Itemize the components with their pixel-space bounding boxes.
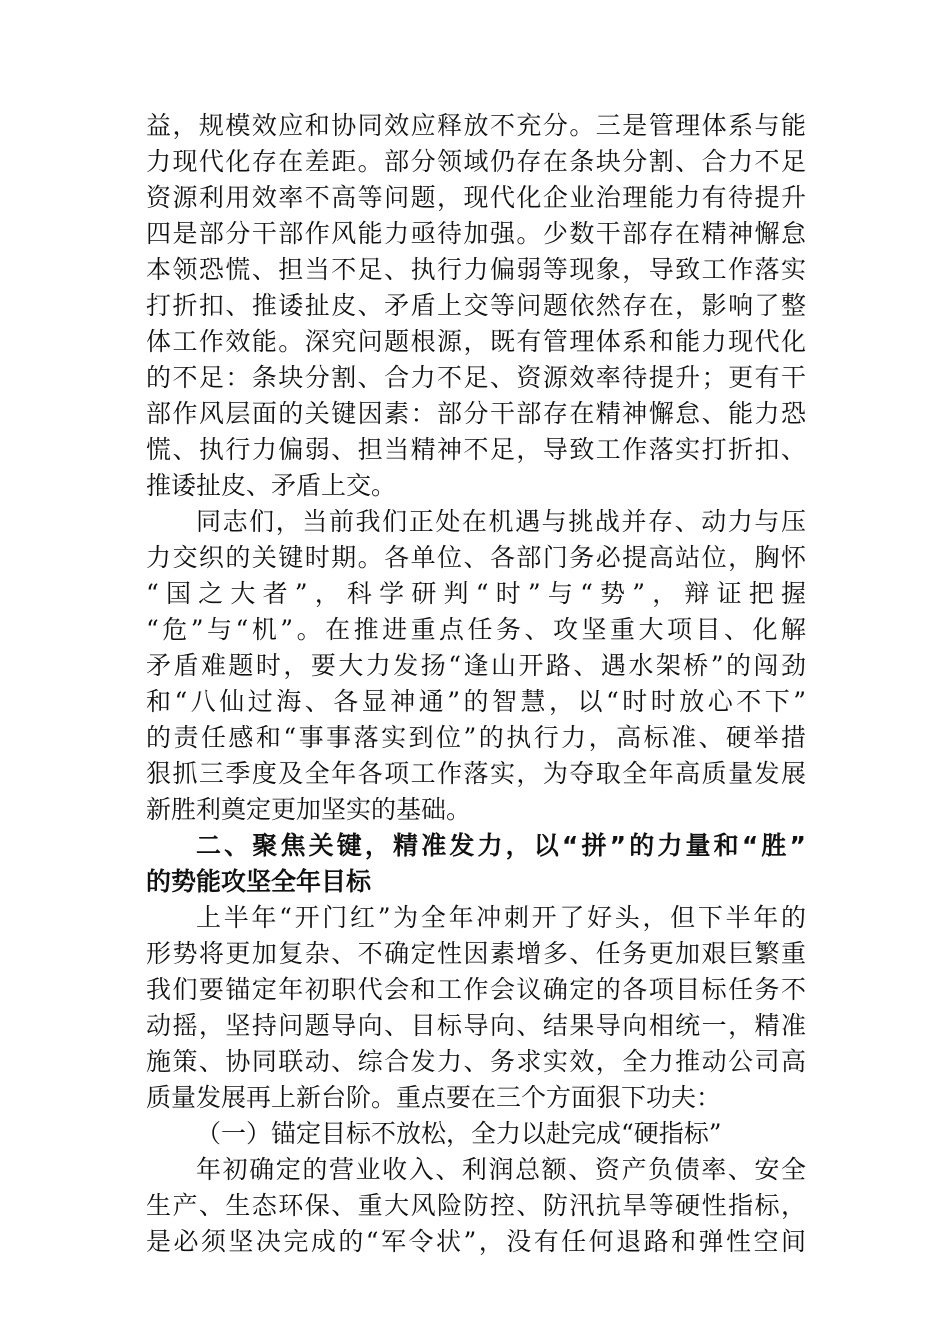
body-text-line: 我们要锚定年初职代会和工作会议确定的各项目标任务不	[146, 975, 806, 1004]
body-text-line: “国之大者”，科学研判“时”与“势”，辩证把握	[146, 579, 806, 608]
sub-section-heading: （一）锚定目标不放松，全力以赴完成“硬指标”	[196, 1119, 722, 1148]
body-text-line: 的不足：条块分割、合力不足、资源效率待提升；更有干	[146, 363, 806, 392]
body-text-line: 质量发展再上新台阶。重点要在三个方面狠下功夫：	[146, 1083, 722, 1112]
body-text-line: 推诿扯皮、矛盾上交。	[146, 471, 397, 500]
section-heading: 二、聚焦关键，精准发力，以“拼”的力量和“胜”	[196, 831, 806, 860]
paragraph-first-line: 年初确定的营业收入、利润总额、资产负债率、安全	[196, 1155, 806, 1184]
body-text-line: “危”与“机”。在推进重点任务、攻坚重大项目、化解	[146, 615, 806, 644]
body-text-line: 力现代化存在差距。部分领域仍存在条块分割、合力不足	[146, 147, 806, 176]
body-text-line: 力交织的关键时期。各单位、各部门务必提高站位，胸怀	[146, 543, 806, 572]
body-text-line: 生产、生态环保、重大风险防控、防汛抗旱等硬性指标，	[146, 1191, 806, 1220]
body-text-line: 的责任感和“事事落实到位”的执行力，高标准、硬举措	[146, 723, 806, 752]
body-text-line: 动摇，坚持问题导向、目标导向、结果导向相统一，精准	[146, 1011, 806, 1040]
body-text-line: 是必须坚决完成的“军令状”，没有任何退路和弹性空间	[146, 1227, 806, 1256]
body-text-line: 资源利用效率不高等问题，现代化企业治理能力有待提升	[146, 183, 806, 212]
paragraph-first-line: 上半年“开门红”为全年冲刺开了好头，但下半年的	[196, 903, 806, 932]
body-text-line: 施策、协同联动、综合发力、务求实效，全力推动公司高	[146, 1047, 806, 1076]
body-text-line: 四是部分干部作风能力亟待加强。少数干部存在精神懈怠	[146, 219, 806, 248]
paragraph-first-line: 同志们，当前我们正处在机遇与挑战并存、动力与压	[196, 507, 806, 536]
body-text-line: 部作风层面的关键因素：部分干部存在精神懈怠、能力恐	[146, 399, 806, 428]
body-text-line: 和“八仙过海、各显神通”的智慧，以“时时放心不下”	[146, 687, 806, 716]
body-text-line: 体工作效能。深究问题根源，既有管理体系和能力现代化	[146, 327, 806, 356]
body-text-line: 新胜利奠定更加坚实的基础。	[146, 795, 472, 824]
body-text-line: 狠抓三季度及全年各项工作落实，为夺取全年高质量发展	[146, 759, 806, 788]
body-text-line: 本领恐慌、担当不足、执行力偏弱等现象，导致工作落实	[146, 255, 806, 284]
body-text-line: 形势将更加复杂、不确定性因素增多、任务更加艰巨繁重	[146, 939, 806, 968]
section-heading-continued: 的势能攻坚全年目标	[146, 867, 372, 896]
body-text-line: 打折扣、推诿扯皮、矛盾上交等问题依然存在，影响了整	[146, 291, 806, 320]
body-text-line: 益，规模效应和协同效应释放不充分。三是管理体系与能	[146, 111, 806, 140]
body-text-line: 慌、执行力偏弱、担当精神不足，导致工作落实打折扣、	[146, 435, 806, 464]
body-text-line: 矛盾难题时，要大力发扬“逢山开路、遇水架桥”的闯劲	[146, 651, 806, 680]
